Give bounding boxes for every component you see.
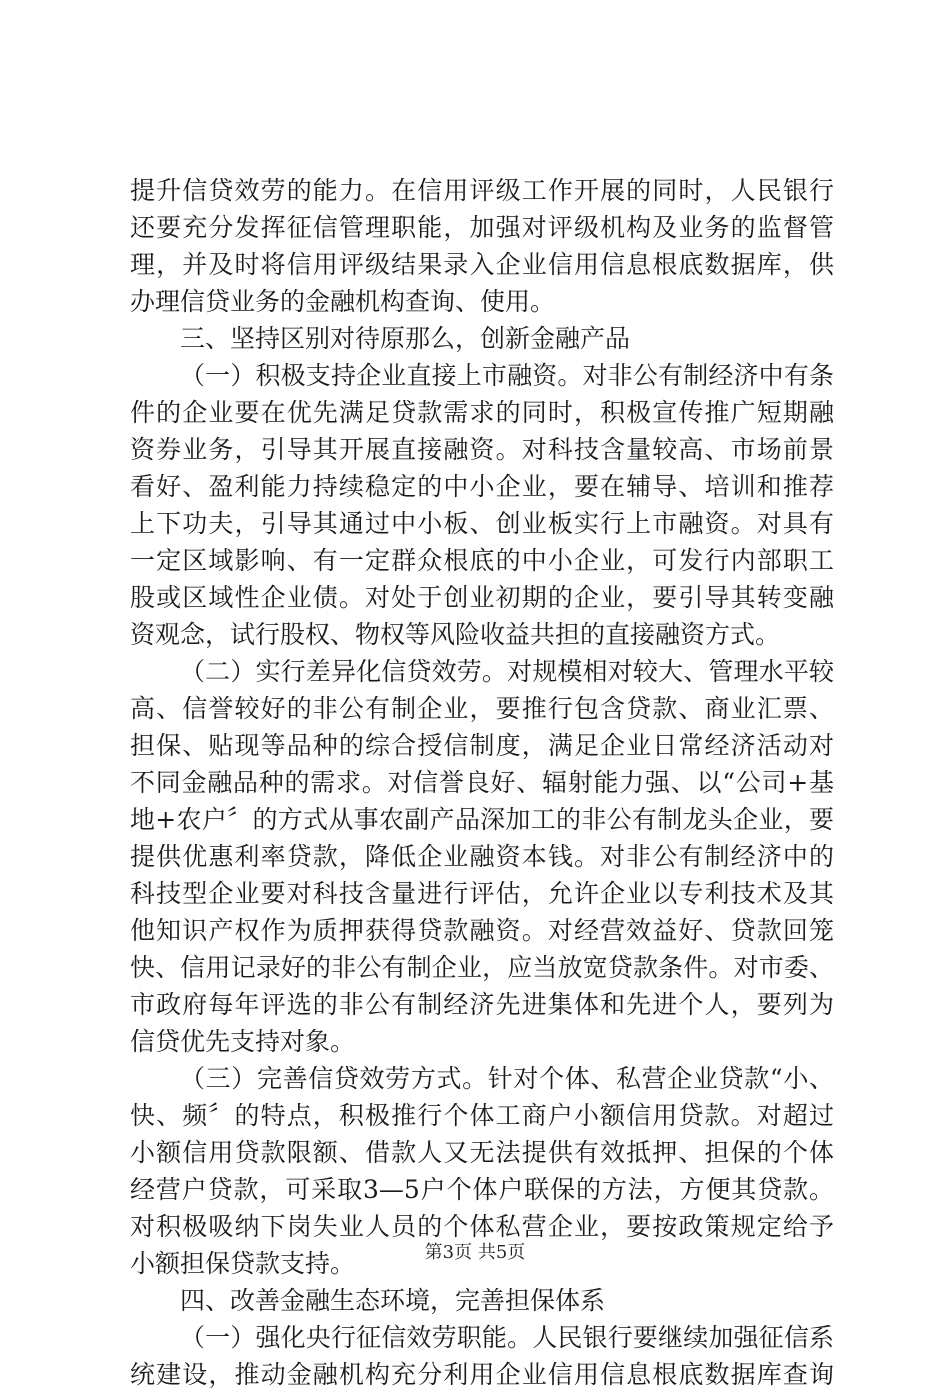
text-line: 高、信誉较好的非公有制企业，要推行包含贷款、商业汇票、	[130, 694, 834, 723]
text-line: 科技型企业要对科技含量进行评估，允许企业以专利技术及其	[130, 879, 834, 908]
text-line: 不同金融品种的需求。对信誉良好、辐射能力强、以“公司+基	[130, 768, 834, 797]
page-footer: 第3页 共5页	[424, 1242, 526, 1263]
text-line: 提升信贷效劳的能力。在信用评级工作开展的同时，人民银行	[130, 176, 834, 205]
text-line: 地+农户〞的方式从事农副产品深加工的非公有制龙头企业，要	[130, 805, 834, 834]
text-line: 提供优惠利率贷款，降低企业融资本钱。对非公有制经济中的	[130, 842, 834, 871]
text-line: 还要充分发挥征信管理职能，加强对评级机构及业务的监督管	[130, 213, 834, 242]
text-line: （二）实行差异化信贷效劳。对规模相对较大、管理水平较	[180, 657, 834, 686]
text-line: 股或区域性企业债。对处于创业初期的企业，要引导其转变融	[130, 583, 834, 612]
text-line: 理，并及时将信用评级结果录入企业信用信息根底数据库，供	[130, 250, 834, 279]
text-line: 快、信用记录好的非公有制企业，应当放宽贷款条件。对市委、	[130, 953, 834, 982]
text-line: 一定区域影响、有一定群众根底的中小企业，可发行内部职工	[130, 546, 834, 575]
text-line: 信贷优先支持对象。	[130, 1027, 356, 1056]
text-line: （三）完善信贷效劳方式。针对个体、私营企业贷款“小、	[180, 1064, 834, 1093]
text-line: 担保、贴现等品种的综合授信制度，满足企业日常经济活动对	[130, 731, 834, 760]
document-body	[130, 172, 834, 1393]
text-line: 件的企业要在优先满足贷款需求的同时，积极宣传推广短期融	[130, 398, 834, 427]
text-line: 看好、盈利能力持续稳定的中小企业，要在辅导、培训和推荐	[130, 472, 834, 501]
text-line: 统建设，推动金融机构充分利用企业信用信息根底数据库查询	[130, 1360, 834, 1389]
text-line: 小额担保贷款支持。	[130, 1249, 356, 1278]
text-line: 办理信贷业务的金融机构查询、使用。	[130, 287, 556, 316]
text-line: 快、频〞的特点，积极推行个体工商户小额信用贷款。对超过	[130, 1101, 834, 1130]
text-line: 上下功夫，引导其通过中小板、创业板实行上市融资。对具有	[130, 509, 834, 538]
text-line: 资券业务，引导其开展直接融资。对科技含量较高、市场前景	[130, 435, 834, 464]
text-line: 市政府每年评选的非公有制经济先进集体和先进个人，要列为	[130, 990, 834, 1019]
text-line: 资观念，试行股权、物权等风险收益共担的直接融资方式。	[130, 620, 781, 649]
text-line: 对积极吸纳下岗失业人员的个体私营企业，要按政策规定给予	[130, 1212, 834, 1241]
text-line: 经营户贷款，可采取3—5户个体户联保的方法，方便其贷款。	[130, 1175, 834, 1204]
text-line: （一）强化央行征信效劳职能。人民银行要继续加强征信系	[180, 1323, 834, 1352]
text-line: 小额信用贷款限额、借款人又无法提供有效抵押、担保的个体	[130, 1138, 834, 1167]
text-line: 三、坚持区别对待原那么，创新金融产品	[180, 324, 631, 353]
text-line: 四、改善金融生态环境，完善担保体系	[180, 1286, 606, 1315]
text-line: 他知识产权作为质押获得贷款融资。对经营效益好、贷款回笼	[130, 916, 834, 945]
text-line: （一）积极支持企业直接上市融资。对非公有制经济中有条	[180, 361, 834, 390]
